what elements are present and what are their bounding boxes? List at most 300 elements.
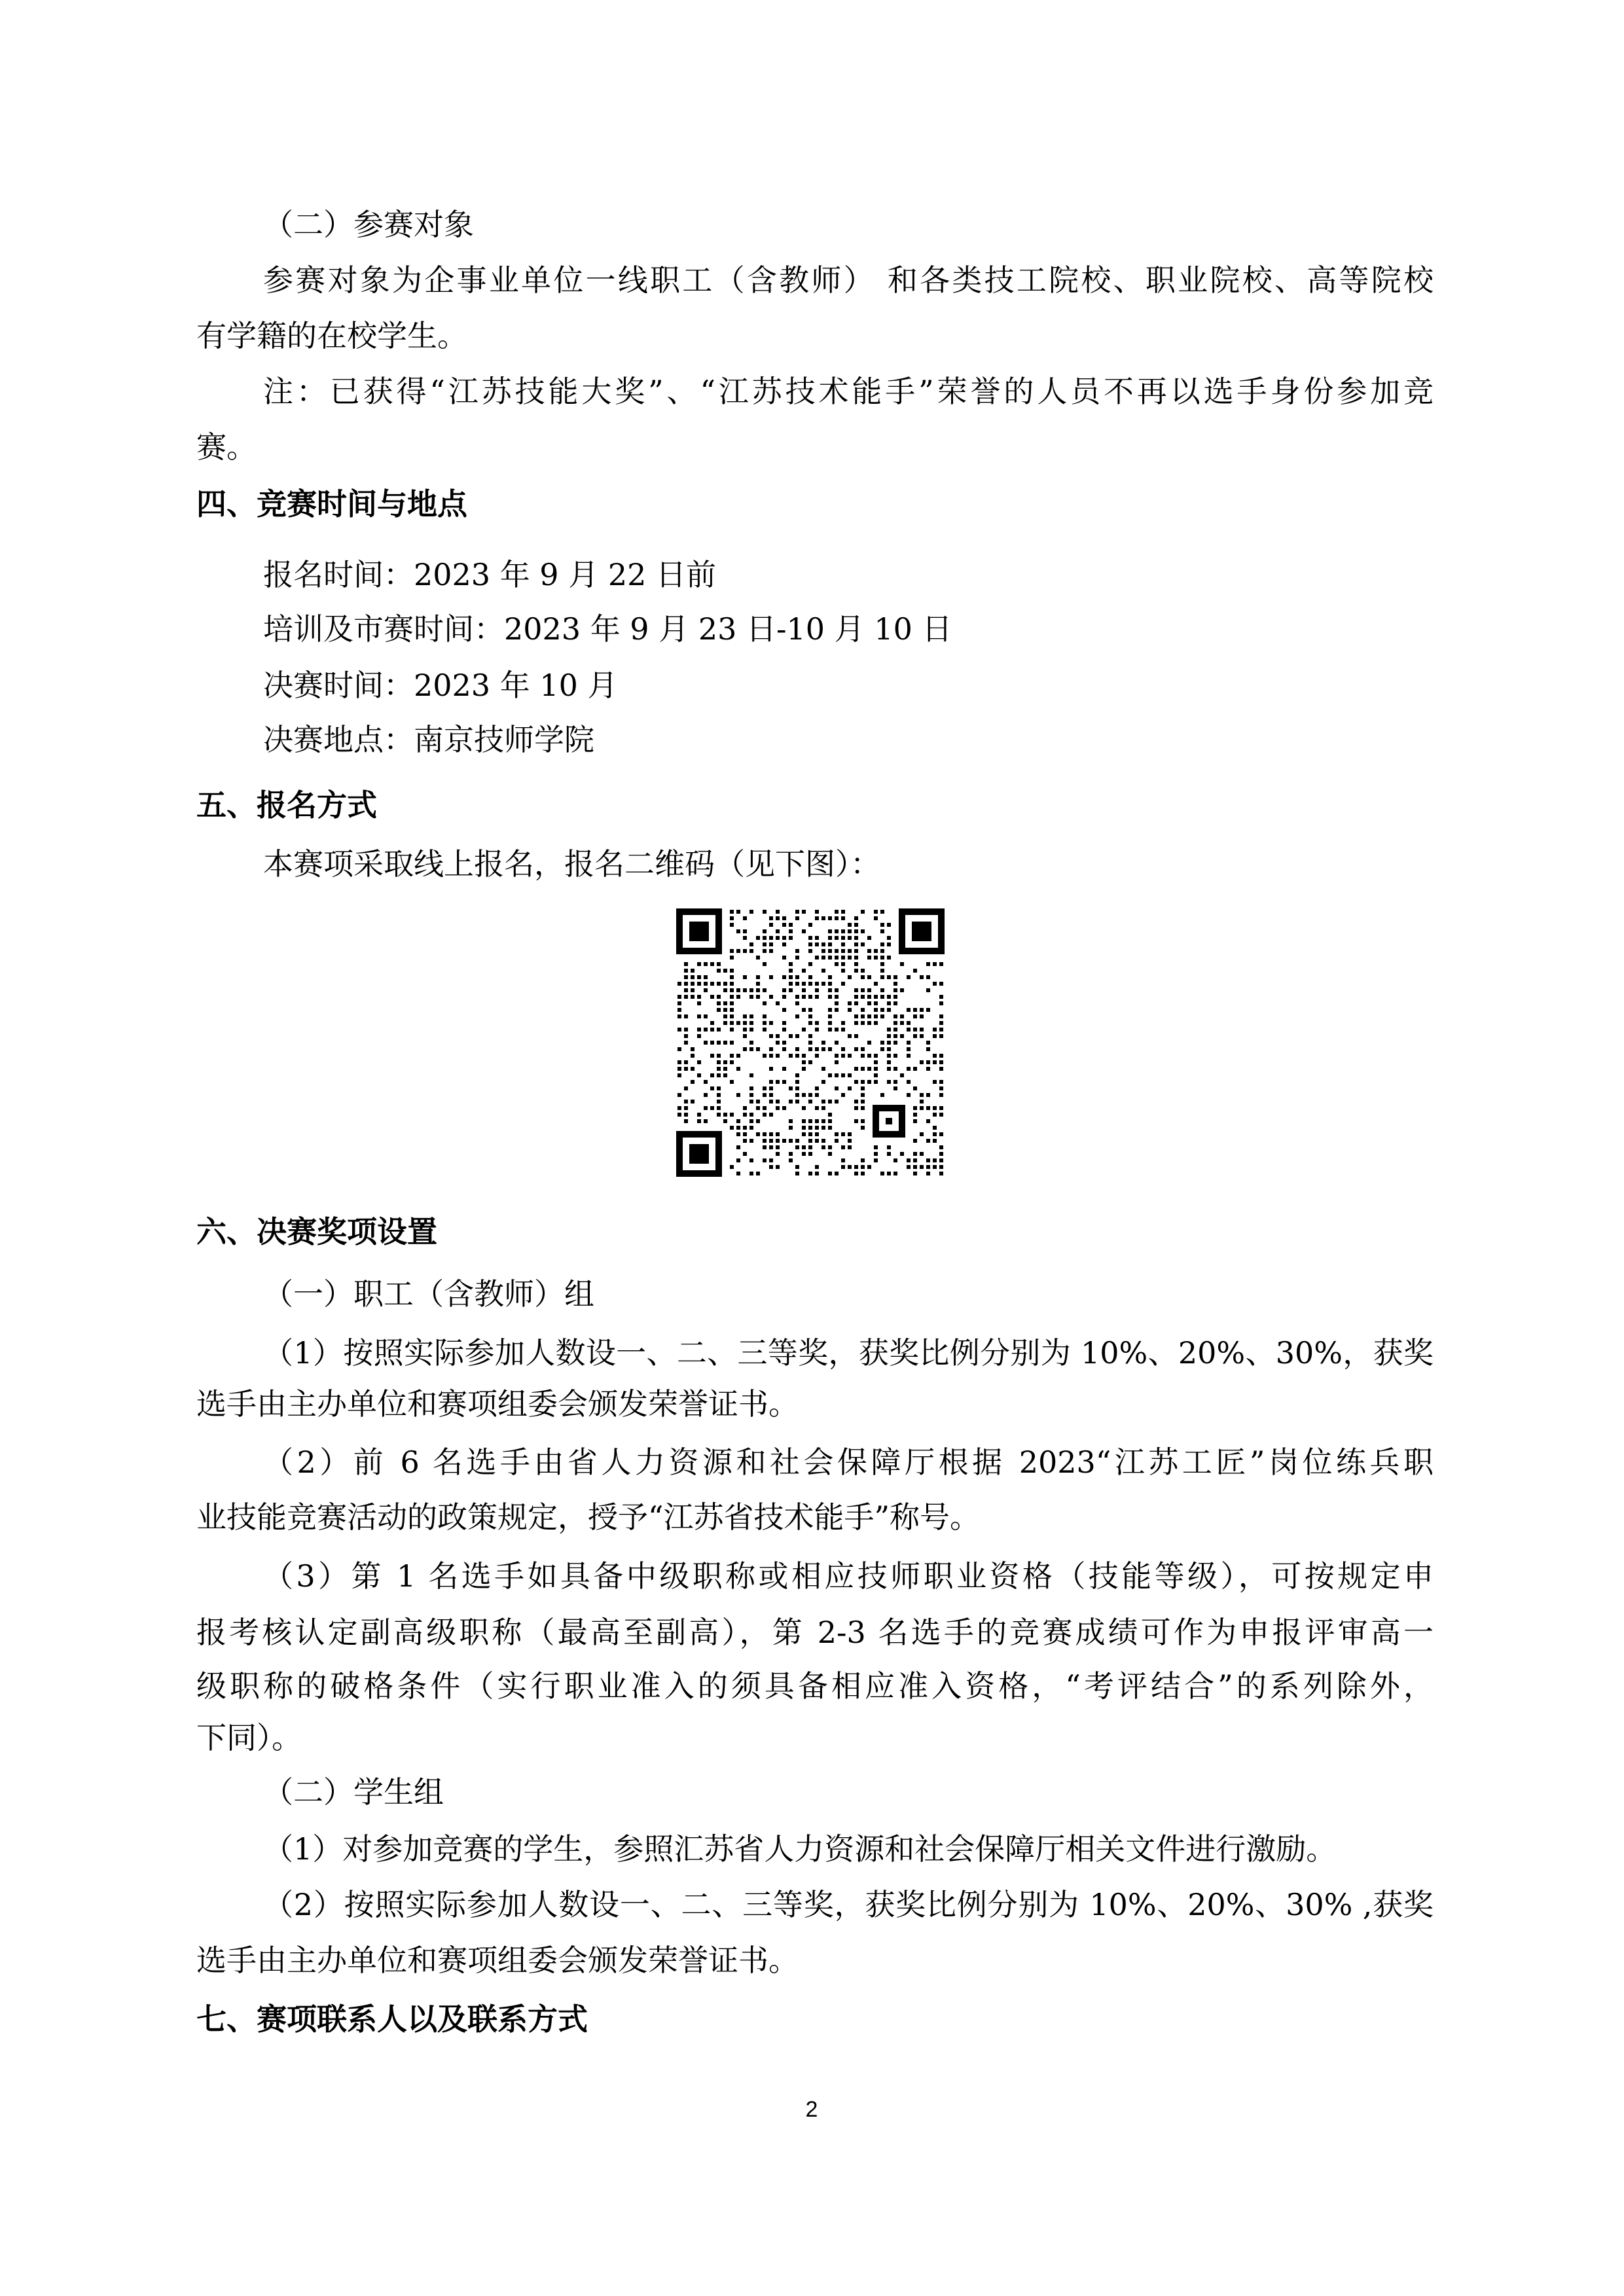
qr-module	[789, 1139, 793, 1143]
qr-module	[841, 1073, 845, 1077]
qr-module	[887, 1008, 891, 1012]
qr-module	[730, 1001, 734, 1005]
qr-module	[907, 1158, 911, 1162]
qr-module	[874, 995, 878, 999]
qr-module	[926, 1008, 930, 1012]
section-heading-awards: 六、决赛奖项设置	[196, 1214, 437, 1249]
qr-module	[743, 1152, 747, 1156]
qr-module	[710, 995, 714, 999]
qr-module	[763, 1113, 767, 1117]
training-time: 培训及市赛时间：2023 年 9 月 23 日-10 月 10 日	[263, 611, 952, 647]
qr-module	[933, 1034, 937, 1038]
qr-module	[841, 1047, 845, 1051]
qr-module	[776, 910, 780, 914]
qr-module	[926, 1139, 930, 1143]
qr-module	[808, 1119, 812, 1123]
qr-module	[704, 1080, 708, 1084]
qr-module	[782, 995, 786, 999]
qr-module	[880, 988, 884, 992]
qr-module	[763, 988, 767, 992]
qr-module	[854, 1001, 858, 1005]
qr-module	[730, 988, 734, 992]
qr-module	[854, 929, 858, 933]
qr-module	[835, 1001, 839, 1005]
qr-module	[795, 1139, 799, 1143]
qr-module	[769, 1145, 773, 1149]
qr-module	[887, 956, 891, 960]
qr-module	[749, 1028, 753, 1031]
qr-module	[835, 1086, 839, 1090]
qr-module	[815, 1021, 819, 1025]
qr-module	[854, 1014, 858, 1018]
qr-module	[717, 1086, 721, 1090]
qr-module	[815, 942, 819, 946]
registration-time: 报名时间：2023 年 9 月 22 日前	[263, 557, 716, 592]
qr-module	[717, 1073, 721, 1077]
qr-module	[841, 1158, 845, 1162]
qr-module	[907, 1080, 911, 1084]
qr-module	[802, 1008, 806, 1012]
qr-module	[769, 1047, 773, 1051]
qr-module	[756, 936, 760, 940]
qr-module	[769, 1080, 773, 1084]
qr-module	[736, 910, 740, 914]
qr-module	[736, 1126, 740, 1130]
qr-module	[880, 910, 884, 914]
qr-module	[913, 1086, 917, 1090]
qr-module	[893, 1172, 897, 1175]
qr-module	[939, 1034, 943, 1038]
qr-module	[821, 942, 825, 946]
qr-module	[821, 1080, 825, 1084]
qr-module	[939, 982, 943, 986]
qr-module	[677, 1008, 681, 1012]
qr-module	[795, 1054, 799, 1058]
qr-module	[815, 1054, 819, 1058]
qr-module	[913, 1119, 917, 1123]
qr-module	[880, 975, 884, 979]
qr-module	[743, 1034, 747, 1038]
qr-module	[749, 1041, 753, 1045]
qr-module	[835, 1008, 839, 1012]
qr-module	[697, 1113, 701, 1117]
qr-module	[926, 1119, 930, 1123]
qr-module	[815, 1119, 819, 1123]
qr-module	[848, 923, 852, 927]
qr-module	[874, 949, 878, 953]
qr-module	[749, 995, 753, 999]
qr-module	[861, 1067, 865, 1071]
qr-module	[920, 1093, 924, 1097]
qr-module	[749, 942, 753, 946]
qr-module	[749, 1119, 753, 1123]
qr-module	[730, 1126, 734, 1130]
qr-module	[756, 988, 760, 992]
qr-module	[939, 1145, 943, 1149]
qr-module	[848, 1054, 852, 1058]
qr-module	[887, 995, 891, 999]
qr-module	[763, 1028, 767, 1031]
qr-module	[769, 949, 773, 953]
qr-module	[789, 1158, 793, 1162]
qr-alignment-pattern	[873, 1105, 905, 1138]
qr-module	[723, 1008, 727, 1012]
qr-module	[841, 942, 845, 946]
qr-module	[684, 1028, 688, 1031]
qr-module	[828, 1126, 832, 1130]
qr-module	[933, 1139, 937, 1143]
qr-module	[887, 1001, 891, 1005]
qr-module	[763, 910, 767, 914]
qr-module	[743, 1106, 747, 1110]
qr-module	[776, 1054, 780, 1058]
qr-module	[717, 995, 721, 999]
qr-module	[861, 995, 865, 999]
qr-module	[874, 1021, 878, 1025]
qr-module	[887, 1172, 891, 1175]
qr-module	[867, 1165, 871, 1169]
staff-item2-line: 业技能竞赛活动的政策规定，授予“江苏省技术能手”称号。	[196, 1499, 981, 1535]
qr-module	[730, 969, 734, 973]
qr-module	[743, 1126, 747, 1130]
qr-module	[854, 1047, 858, 1051]
qr-module	[808, 1132, 812, 1136]
qr-module	[841, 936, 845, 940]
qr-module	[920, 975, 924, 979]
qr-module	[874, 916, 878, 920]
qr-module	[854, 936, 858, 940]
qr-module	[776, 1080, 780, 1084]
qr-module	[861, 1093, 865, 1097]
qr-module	[854, 988, 858, 992]
qr-module	[782, 1028, 786, 1031]
qr-module	[867, 949, 871, 953]
qr-module	[835, 1172, 839, 1175]
qr-module	[828, 1152, 832, 1156]
qr-module	[815, 1106, 819, 1110]
qr-module	[861, 1047, 865, 1051]
qr-module	[789, 936, 793, 940]
qr-module	[704, 982, 708, 986]
qr-module	[835, 1073, 839, 1077]
qr-module	[828, 1172, 832, 1175]
qr-module	[861, 1106, 865, 1110]
qr-module	[867, 1014, 871, 1018]
qr-module	[933, 1158, 937, 1162]
qr-module	[828, 936, 832, 940]
qr-module	[704, 1106, 708, 1110]
qr-module	[939, 1028, 943, 1031]
qr-module	[769, 1132, 773, 1136]
qr-module	[867, 936, 871, 940]
qr-module	[821, 982, 825, 986]
qr-module	[723, 982, 727, 986]
qr-module	[854, 1021, 858, 1025]
qr-module	[723, 1041, 727, 1045]
qr-module	[841, 1028, 845, 1031]
qr-module	[717, 1100, 721, 1103]
qr-module	[743, 1014, 747, 1018]
qr-module	[717, 982, 721, 986]
qr-module	[867, 1080, 871, 1084]
qr-module	[926, 988, 930, 992]
qr-module	[795, 982, 799, 986]
qr-module	[854, 942, 858, 946]
qr-module	[887, 1028, 891, 1031]
qr-module	[939, 1172, 943, 1175]
qr-module	[815, 936, 819, 940]
qr-module	[874, 982, 878, 986]
qr-module	[710, 1073, 714, 1077]
qr-module	[861, 1165, 865, 1169]
qr-module	[749, 1047, 753, 1051]
qr-module	[710, 1021, 714, 1025]
qr-module	[907, 1047, 911, 1051]
qr-module	[880, 1093, 884, 1097]
qr-module	[939, 1152, 943, 1156]
qr-module	[736, 1093, 740, 1097]
qr-module	[795, 1165, 799, 1169]
qr-module	[854, 1100, 858, 1103]
qr-module	[926, 1093, 930, 1097]
qr-module	[920, 1132, 924, 1136]
qr-module	[756, 956, 760, 960]
qr-module	[893, 1080, 897, 1084]
qr-module	[717, 1008, 721, 1012]
qr-module	[815, 982, 819, 986]
qr-module	[697, 982, 701, 986]
qr-module	[907, 1067, 911, 1071]
qr-module	[730, 982, 734, 986]
qr-module	[743, 975, 747, 979]
qr-module	[887, 1034, 891, 1038]
qr-module	[789, 988, 793, 992]
qr-module	[900, 1152, 904, 1156]
qr-module	[776, 1132, 780, 1136]
qr-module	[730, 1113, 734, 1117]
qr-module	[939, 1014, 943, 1018]
qr-module	[913, 1106, 917, 1110]
qr-module	[802, 1132, 806, 1136]
final-location: 决赛地点：南京技师学院	[263, 722, 594, 757]
qr-module	[907, 1021, 911, 1025]
qr-module	[854, 956, 858, 960]
qr-module	[704, 962, 708, 966]
qr-module	[795, 916, 799, 920]
qr-module	[893, 1034, 897, 1038]
qr-module	[763, 1001, 767, 1005]
qr-module	[835, 962, 839, 966]
qr-module	[789, 969, 793, 973]
qr-module	[861, 1014, 865, 1018]
qr-module	[782, 1021, 786, 1025]
qr-module	[828, 1113, 832, 1117]
qr-module	[828, 1100, 832, 1103]
qr-module	[828, 1014, 832, 1018]
qr-module	[717, 1054, 721, 1058]
qr-module	[861, 1100, 865, 1103]
qr-module	[874, 1001, 878, 1005]
qr-module	[893, 1054, 897, 1058]
qr-module	[697, 995, 701, 999]
qr-module	[795, 1034, 799, 1038]
qr-module	[808, 1172, 812, 1175]
qr-module	[848, 936, 852, 940]
qr-module	[815, 1047, 819, 1051]
qr-module	[828, 1021, 832, 1025]
qr-module	[880, 1172, 884, 1175]
qr-module	[828, 942, 832, 946]
qr-module	[841, 1021, 845, 1025]
qr-module	[677, 1028, 681, 1031]
staff-item1-line: 选手由主办单位和赛项组委会颁发荣誉证书。	[196, 1386, 799, 1422]
qr-module	[723, 1119, 727, 1123]
qr-module	[887, 1080, 891, 1084]
qr-module	[939, 1093, 943, 1097]
qr-module	[782, 916, 786, 920]
qr-module	[920, 1106, 924, 1110]
qr-module	[854, 1172, 858, 1175]
student-group-title: （二）学生组	[263, 1774, 444, 1810]
qr-module	[802, 982, 806, 986]
qr-module	[782, 956, 786, 960]
qr-module	[939, 1001, 943, 1005]
qr-module	[828, 982, 832, 986]
qr-module	[697, 1119, 701, 1123]
qr-module	[841, 956, 845, 960]
qr-module	[808, 1152, 812, 1156]
qr-module	[730, 923, 734, 927]
qr-module	[815, 1172, 819, 1175]
qr-module	[736, 1119, 740, 1123]
qr-module	[926, 1165, 930, 1169]
qr-module	[815, 1132, 819, 1136]
qr-module	[749, 988, 753, 992]
qr-module	[874, 1152, 878, 1156]
qr-module	[854, 949, 858, 953]
qr-module	[835, 1041, 839, 1045]
qr-module	[848, 949, 852, 953]
student-item2-line: （2）按照实际参加人数设一、二、三等奖，获奖比例分别为 10%、20%、30% ,获奖	[263, 1887, 1434, 1922]
qr-module	[749, 1158, 753, 1162]
qr-module	[920, 1100, 924, 1103]
qr-module	[802, 1093, 806, 1097]
qr-module	[684, 988, 688, 992]
qr-module	[893, 1067, 897, 1071]
qr-module	[848, 956, 852, 960]
qr-module	[677, 1001, 681, 1005]
qr-module	[776, 1106, 780, 1110]
qr-module	[704, 975, 708, 979]
qr-module	[756, 975, 760, 979]
qr-module	[808, 1139, 812, 1143]
qr-module	[769, 1100, 773, 1103]
qr-module	[704, 1093, 708, 1097]
qr-module	[913, 1008, 917, 1012]
qr-module	[704, 1041, 708, 1045]
qr-code-icon[interactable]	[676, 908, 945, 1177]
qr-module	[874, 1067, 878, 1071]
qr-module	[710, 982, 714, 986]
qr-module	[835, 1100, 839, 1103]
qr-module	[854, 1067, 858, 1071]
qr-module	[717, 1001, 721, 1005]
qr-module	[776, 936, 780, 940]
qr-module	[867, 1041, 871, 1045]
qr-module	[704, 1028, 708, 1031]
qr-module	[776, 916, 780, 920]
qr-module	[907, 1054, 911, 1058]
staff-group-title: （一）职工（含教师）组	[263, 1276, 594, 1312]
qr-module	[880, 995, 884, 999]
qr-module	[835, 1060, 839, 1064]
qr-module	[749, 1113, 753, 1117]
qr-module	[939, 1165, 943, 1169]
qr-module	[789, 1054, 793, 1058]
qr-module	[743, 929, 747, 933]
qr-module	[848, 1145, 852, 1149]
qr-module	[893, 988, 897, 992]
qr-module	[677, 1106, 681, 1110]
qr-module	[933, 1106, 937, 1110]
qr-module	[887, 1152, 891, 1156]
qr-module	[920, 1008, 924, 1012]
qr-module	[763, 1106, 767, 1110]
qr-module	[704, 1014, 708, 1018]
qr-module	[920, 1028, 924, 1031]
qr-module	[710, 1041, 714, 1045]
qr-module	[782, 1139, 786, 1143]
qr-module	[756, 1106, 760, 1110]
qr-module	[828, 956, 832, 960]
qr-module	[808, 1060, 812, 1064]
qr-module	[730, 1014, 734, 1018]
qr-module	[697, 1028, 701, 1031]
qr-module	[867, 1067, 871, 1071]
qr-module	[743, 988, 747, 992]
qr-module	[841, 969, 845, 973]
qr-module	[743, 1139, 747, 1143]
participants-paragraph-line: 有学籍的在校学生。	[196, 318, 467, 353]
qr-module	[808, 949, 812, 953]
qr-module	[802, 995, 806, 999]
qr-module	[795, 1014, 799, 1018]
qr-module	[920, 1060, 924, 1064]
qr-module	[907, 1093, 911, 1097]
qr-module	[677, 1067, 681, 1071]
qr-module	[769, 1021, 773, 1025]
qr-module	[815, 1165, 819, 1169]
qr-module	[841, 1054, 845, 1058]
qr-module	[861, 929, 865, 933]
qr-module	[861, 1021, 865, 1025]
qr-module	[900, 1014, 904, 1018]
qr-module	[828, 1073, 832, 1077]
qr-module	[861, 1080, 865, 1084]
qr-module	[841, 949, 845, 953]
qr-module	[821, 1041, 825, 1045]
qr-module	[848, 1008, 852, 1012]
qr-module	[841, 929, 845, 933]
qr-module	[854, 969, 858, 973]
qr-module	[730, 1008, 734, 1012]
qr-module	[828, 1047, 832, 1051]
qr-module	[848, 1001, 852, 1005]
qr-module	[835, 910, 839, 914]
qr-module	[848, 975, 852, 979]
qr-module	[861, 1172, 865, 1175]
qr-module	[789, 982, 793, 986]
